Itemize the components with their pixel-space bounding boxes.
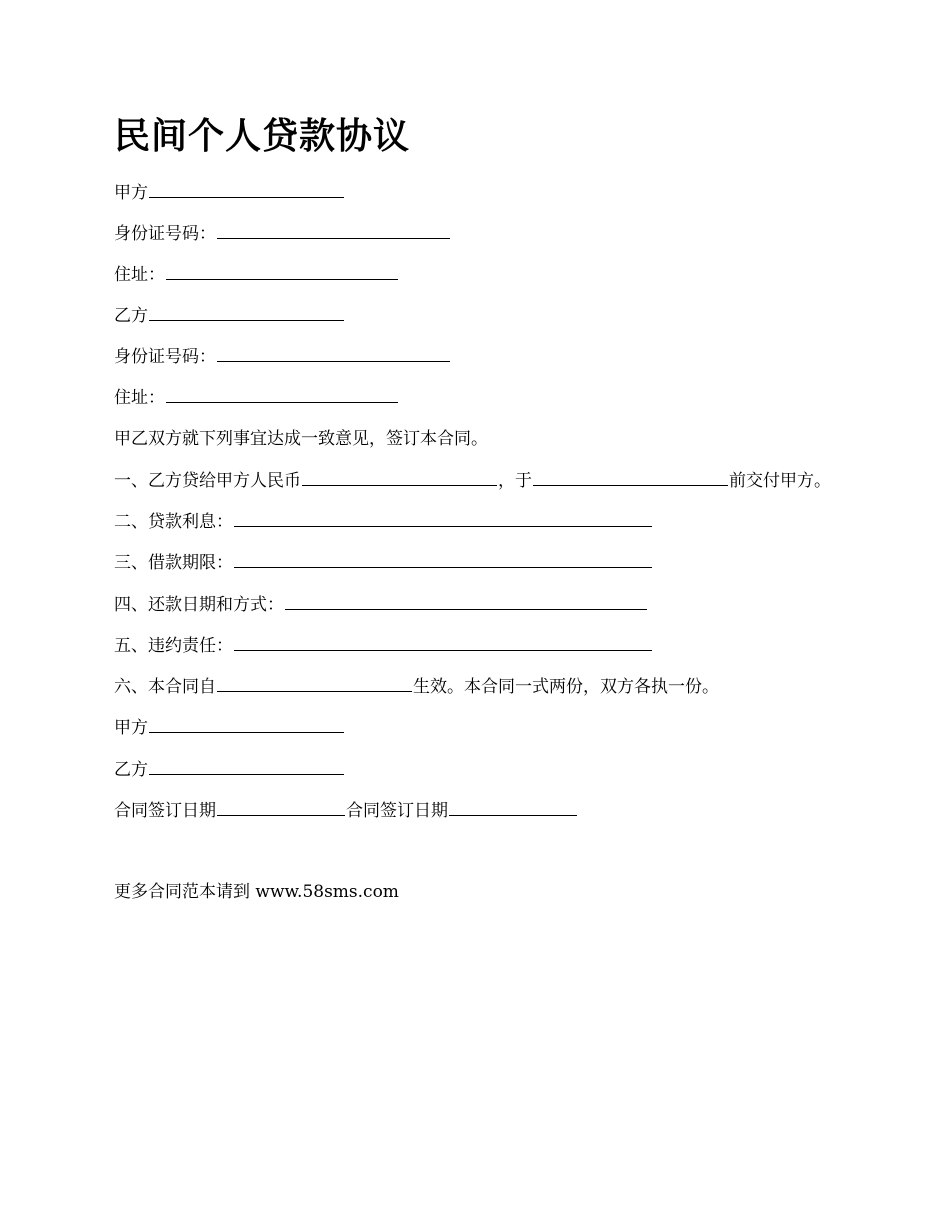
loan-amount-blank[interactable] [302,468,497,486]
party-b-address-label: 住址： [114,388,165,408]
clause-5-label: 五、违约责任： [114,636,233,656]
party-a-line [114,180,345,205]
clause-4 [114,592,648,617]
clause-6 [114,674,719,699]
party-b-label: 乙方 [114,306,148,326]
party-a-label: 甲方 [114,183,148,203]
party-b-address-blank[interactable] [166,385,398,403]
clause-4-label: 四、还款日期和方式： [114,595,284,615]
party-b-id-line [114,344,451,369]
sign-date-blank-2[interactable] [449,798,577,816]
party-a-id-label: 身份证号码： [114,224,216,244]
sign-date-label-2: 合同签订日期 [346,801,448,821]
sign-party-b-blank[interactable] [149,757,344,775]
clause-2-label: 二、贷款利息： [114,512,233,532]
effective-date-blank[interactable] [217,674,412,692]
clause-6-prefix: 六、本合同自 [114,677,216,697]
term-blank[interactable] [234,550,652,568]
clause-6-suffix: 生效。本合同一式两份，双方各执一份。 [413,677,719,697]
party-a-id-line [114,221,451,246]
party-b-blank[interactable] [149,303,344,321]
sign-date-line [114,798,578,823]
clause-2 [114,509,653,534]
liability-blank[interactable] [234,633,652,651]
clause-3 [114,550,653,575]
party-b-id-blank[interactable] [217,344,450,362]
sign-party-a-blank[interactable] [149,715,344,733]
agreement-intro: 甲乙双方就下列事宜达成一致意见，签订本合同。 [114,429,488,449]
sign-party-a-label: 甲方 [114,718,148,738]
clause-1-suffix: 前交付甲方。 [729,471,831,491]
footer-text: 更多合同范本请到 www.58sms.com [114,882,399,902]
repayment-blank[interactable] [285,592,647,610]
interest-blank[interactable] [234,509,652,527]
party-a-blank[interactable] [149,180,344,198]
party-b-line [114,303,345,328]
clause-3-label: 三、借款期限： [114,553,233,573]
clause-1-prefix: 一、乙方贷给甲方人民币 [114,471,301,491]
clause-1 [114,468,831,493]
party-a-id-blank[interactable] [217,221,450,239]
party-a-address-line [114,262,399,287]
sign-party-b-line [114,757,345,782]
party-b-address-line [114,385,399,410]
party-a-address-blank[interactable] [166,262,398,280]
party-b-id-label: 身份证号码： [114,347,216,367]
party-a-address-label: 住址： [114,265,165,285]
sign-party-a-line [114,715,345,740]
document-title: 民间个人贷款协议 [114,115,411,157]
sign-date-blank-1[interactable] [217,798,345,816]
clause-1-mid: ，于 [498,471,532,491]
clause-5 [114,633,653,658]
sign-party-b-label: 乙方 [114,760,148,780]
delivery-date-blank[interactable] [533,468,728,486]
sign-date-label-1: 合同签订日期 [114,801,216,821]
